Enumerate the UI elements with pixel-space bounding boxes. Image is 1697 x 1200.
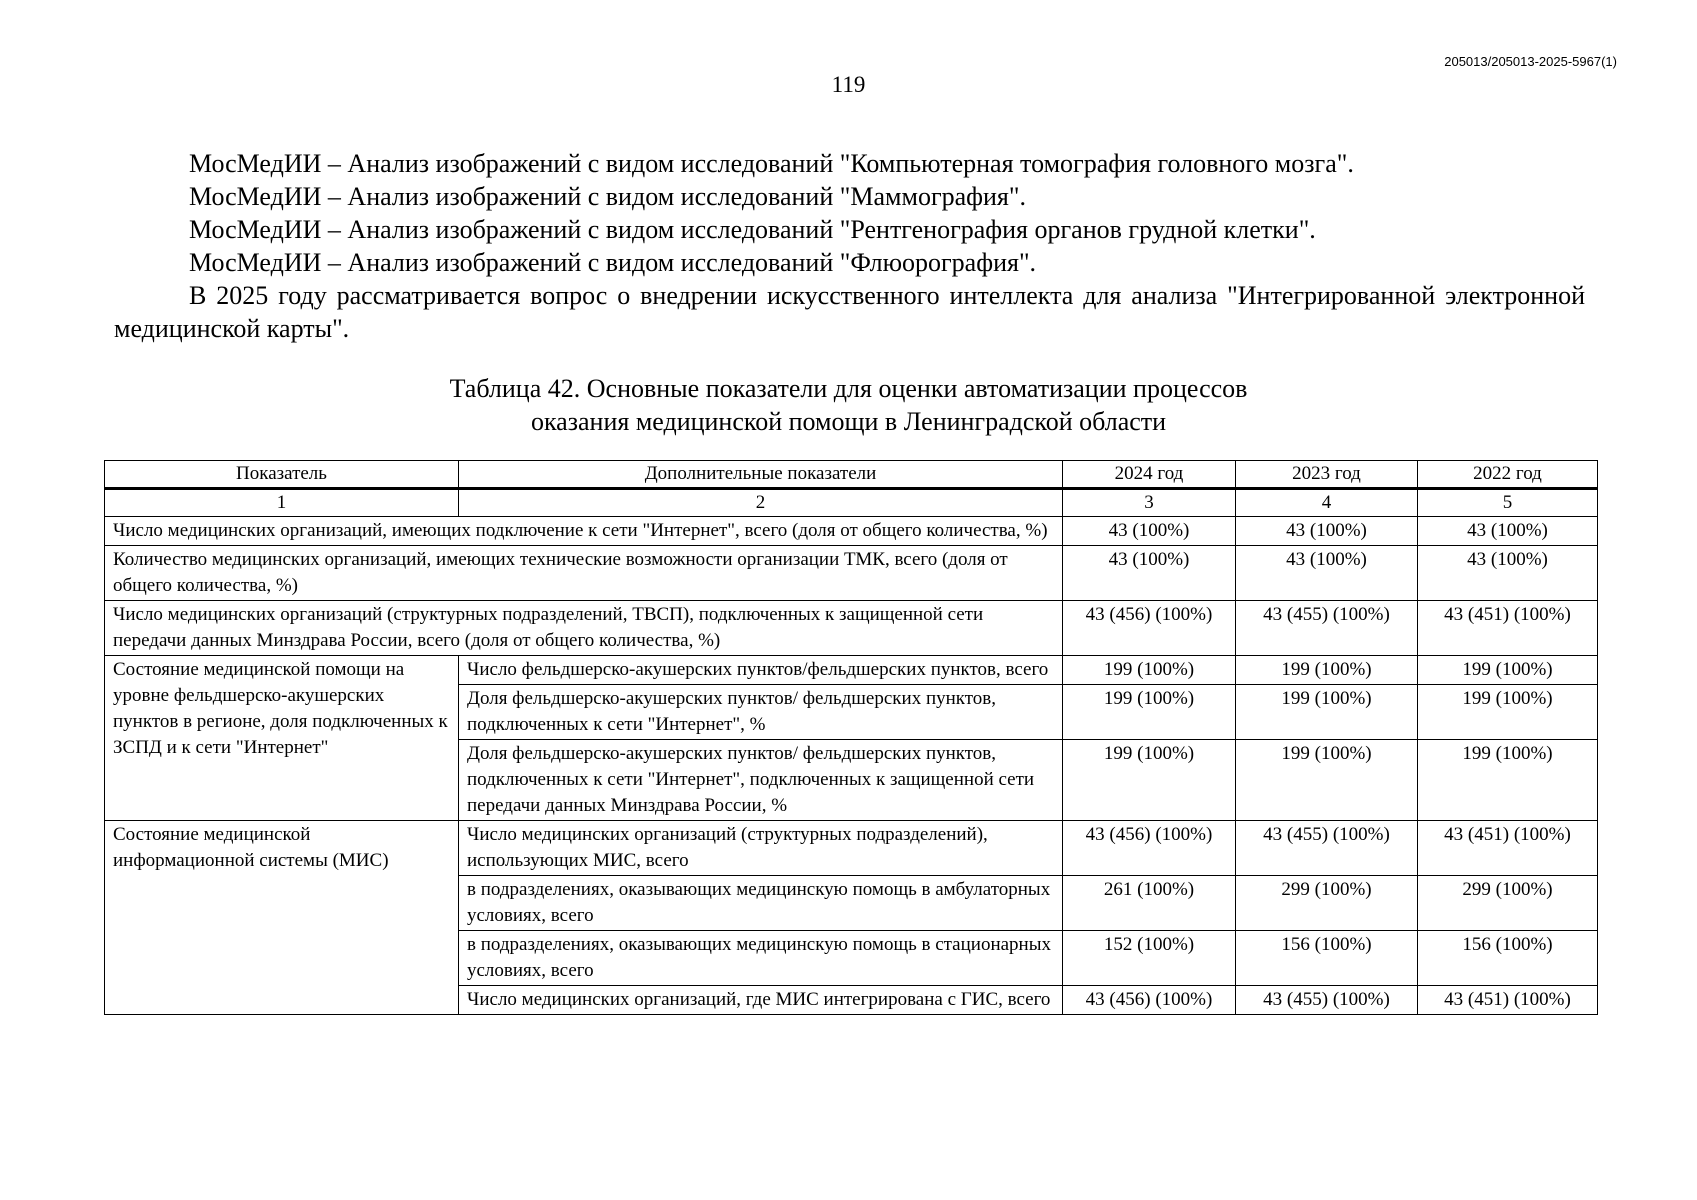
- value-cell: 156 (100%): [1418, 931, 1598, 986]
- column-number-row: [105, 489, 1598, 517]
- table-caption: [0, 372, 1697, 438]
- sub-indicator-label: Доля фельдшерско-акушерских пунктов/ фельдшерских пунктов, подключенных к сети "Интернет", %: [459, 685, 1063, 740]
- document-id: 205013/205013-2025-5967(1): [1444, 54, 1617, 69]
- column-number-cell: 3: [1063, 489, 1236, 517]
- group-label: Состояние медицинской помощи на уровне фельдшерско-акушерских пунктов в регионе, доля подключенных к ЗСПД и к сети "Интернет": [105, 656, 459, 821]
- value-cell: 43 (100%): [1236, 517, 1418, 546]
- paragraph: МосМедИИ – Анализ изображений с видом исследований "Маммография".: [189, 182, 1026, 211]
- column-number-cell: 4: [1236, 489, 1418, 517]
- value-cell: 43 (455) (100%): [1236, 986, 1418, 1015]
- header-cell: 2023 год: [1236, 461, 1418, 489]
- table-caption-line: оказания медицинской помощи в Ленинградской области: [530, 407, 1167, 436]
- table-row: [105, 546, 1598, 601]
- value-cell: 199 (100%): [1418, 740, 1598, 821]
- table-row: [105, 656, 1598, 685]
- value-cell: 43 (100%): [1418, 517, 1598, 546]
- header-cell: 2024 год: [1063, 461, 1236, 489]
- value-cell: 199 (100%): [1236, 740, 1418, 821]
- table-caption-line: Таблица 42. Основные показатели для оценки автоматизации процессов: [449, 374, 1248, 403]
- table-header-row: [105, 461, 1598, 489]
- paragraph: МосМедИИ – Анализ изображений с видом исследований "Компьютерная томография головного мозга".: [189, 149, 1354, 178]
- group-label: Состояние медицинской информационной системы (МИС): [105, 821, 459, 1015]
- page-number: 119: [831, 72, 866, 97]
- body-text: [114, 147, 1585, 345]
- value-cell: 299 (100%): [1236, 876, 1418, 931]
- value-cell: 199 (100%): [1063, 656, 1236, 685]
- value-cell: 199 (100%): [1063, 685, 1236, 740]
- value-cell: 43 (455) (100%): [1236, 601, 1418, 656]
- value-cell: 199 (100%): [1418, 656, 1598, 685]
- value-cell: 156 (100%): [1236, 931, 1418, 986]
- paragraph: МосМедИИ – Анализ изображений с видом исследований "Рентгенография органов грудной клетки".: [189, 215, 1316, 244]
- header-cell: 2022 год: [1418, 461, 1598, 489]
- value-cell: 152 (100%): [1063, 931, 1236, 986]
- indicator-label: Число медицинских организаций (структурных подразделений, ТВСП), подключенных к защищенной сети передачи данных Минздрава России, всего (доля от общего количества, %): [105, 601, 1063, 656]
- value-cell: 43 (451) (100%): [1418, 986, 1598, 1015]
- paragraph: В 2025 году рассматривается вопрос о внедрении искусственного интеллекта для анализа "Интегрированной электронной медицинской карты".: [114, 281, 1585, 343]
- value-cell: 199 (100%): [1236, 656, 1418, 685]
- value-cell: 43 (100%): [1418, 546, 1598, 601]
- sub-indicator-label: в подразделениях, оказывающих медицинскую помощь в амбулаторных условиях, всего: [459, 876, 1063, 931]
- value-cell: 43 (455) (100%): [1236, 821, 1418, 876]
- value-cell: 43 (456) (100%): [1063, 821, 1236, 876]
- value-cell: 43 (100%): [1236, 546, 1418, 601]
- value-cell: 43 (456) (100%): [1063, 986, 1236, 1015]
- paragraph: МосМедИИ – Анализ изображений с видом исследований "Флюорография".: [189, 248, 1037, 277]
- value-cell: 299 (100%): [1418, 876, 1598, 931]
- sub-indicator-label: Доля фельдшерско-акушерских пунктов/ фельдшерских пунктов, подключенных к сети "Интернет", подключенных к защищенной сети передачи данных Минздрава России, %: [459, 740, 1063, 821]
- header-cell: Дополнительные показатели: [459, 461, 1063, 489]
- value-cell: 261 (100%): [1063, 876, 1236, 931]
- value-cell: 43 (451) (100%): [1418, 821, 1598, 876]
- column-number-cell: 1: [105, 489, 459, 517]
- value-cell: 43 (456) (100%): [1063, 601, 1236, 656]
- column-number-cell: 5: [1418, 489, 1598, 517]
- column-number-cell: 2: [459, 489, 1063, 517]
- indicators-table: [104, 460, 1598, 1015]
- sub-indicator-label: Число медицинских организаций (структурных подразделений), использующих МИС, всего: [459, 821, 1063, 876]
- table-row: [105, 601, 1598, 656]
- value-cell: 43 (100%): [1063, 546, 1236, 601]
- table-row: [105, 517, 1598, 546]
- value-cell: 43 (100%): [1063, 517, 1236, 546]
- sub-indicator-label: в подразделениях, оказывающих медицинскую помощь в стационарных условиях, всего: [459, 931, 1063, 986]
- table-row: [105, 821, 1598, 876]
- value-cell: 199 (100%): [1063, 740, 1236, 821]
- value-cell: 43 (451) (100%): [1418, 601, 1598, 656]
- header-cell: Показатель: [105, 461, 459, 489]
- value-cell: 199 (100%): [1418, 685, 1598, 740]
- sub-indicator-label: Число медицинских организаций, где МИС интегрирована с ГИС, всего: [459, 986, 1063, 1015]
- sub-indicator-label: Число фельдшерско-акушерских пунктов/фельдшерских пунктов, всего: [459, 656, 1063, 685]
- indicator-label: Число медицинских организаций, имеющих подключение к сети "Интернет", всего (доля от общего количества, %): [105, 517, 1063, 546]
- indicator-label: Количество медицинских организаций, имеющих технические возможности организации ТМК, всего (доля от общего количества, %): [105, 546, 1063, 601]
- value-cell: 199 (100%): [1236, 685, 1418, 740]
